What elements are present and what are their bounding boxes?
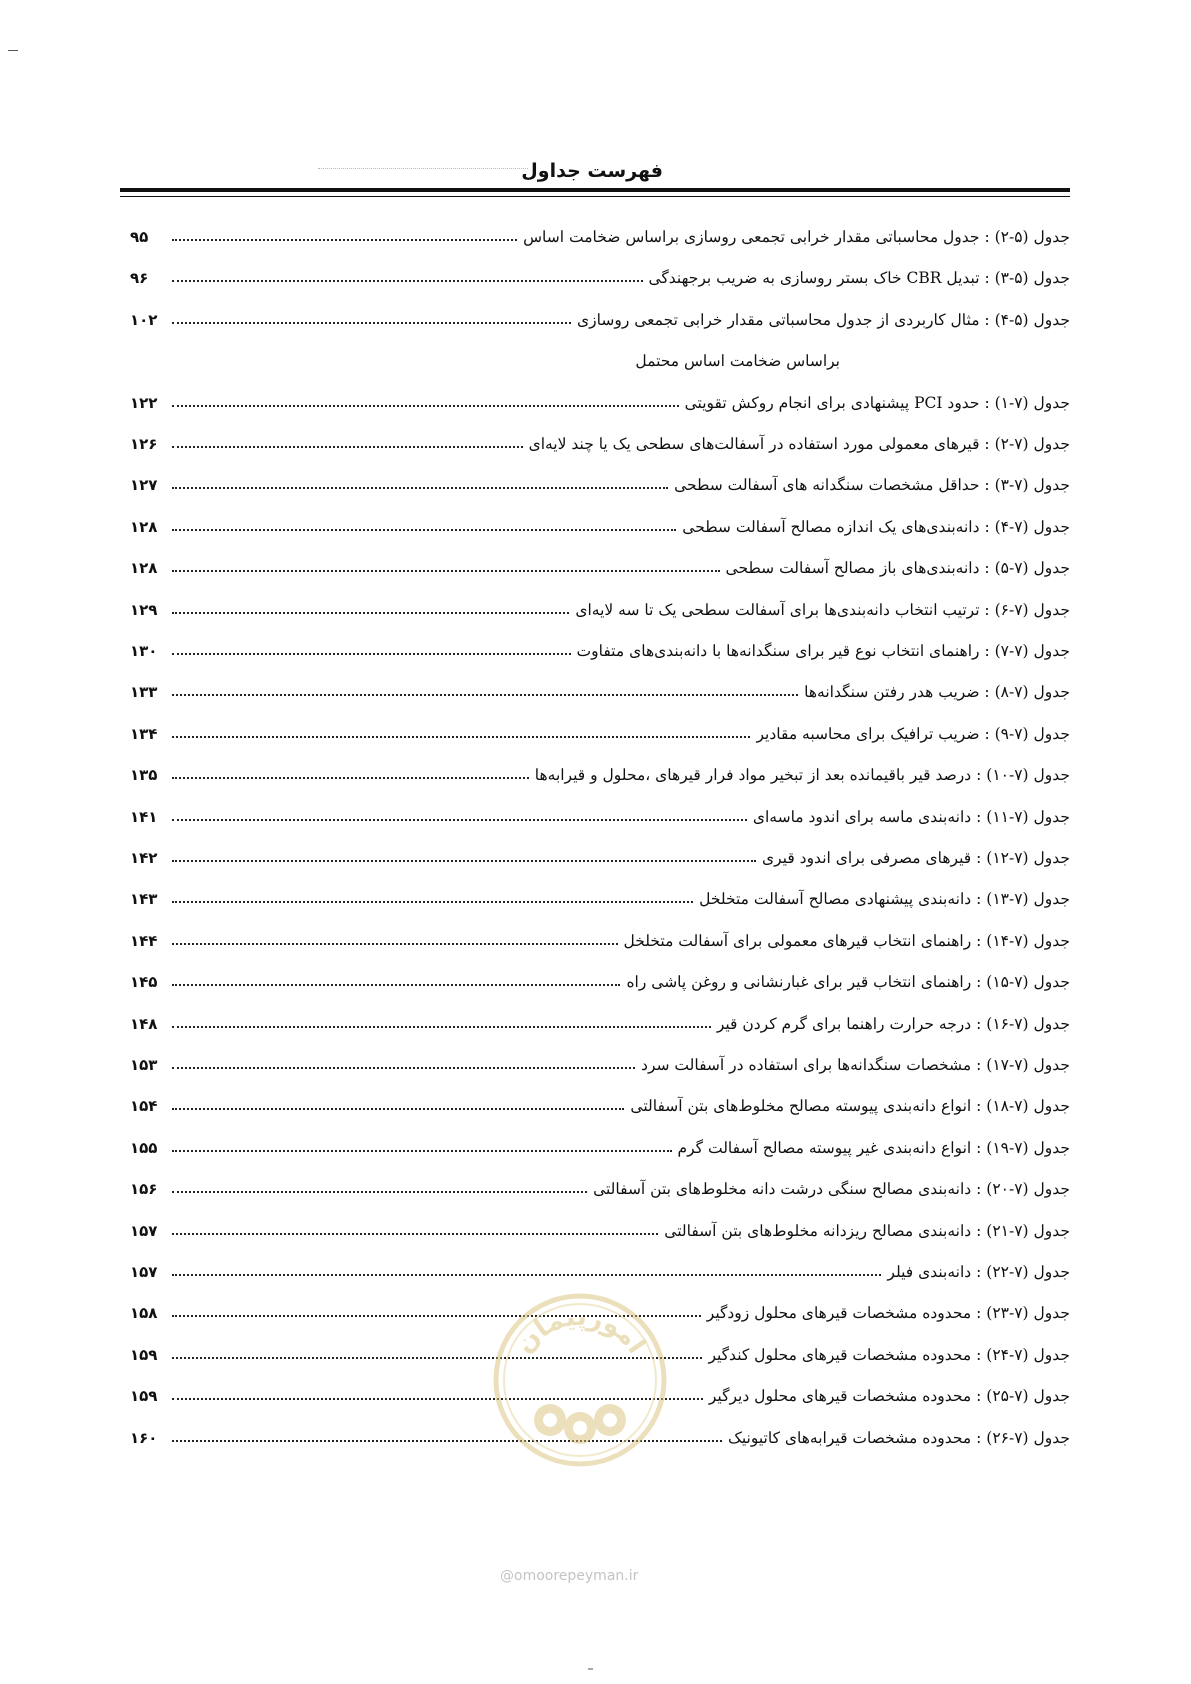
entry-label: جدول (۷-۲) : قیرهای معمولی مورد استفاده در آسفالت‌های سطحی یک یا چند لایه‌ای xyxy=(528,435,1070,453)
entry-label: جدول (۷-۱۹) : انواع دانه‌بندی غیر پیوسته مصالح آسفالت گرم xyxy=(677,1138,1070,1157)
entry-page-number: ۱۶۰ xyxy=(130,1428,158,1447)
entry-page-number: ۱۲۸ xyxy=(130,517,158,536)
entry-label: جدول (۷-۱۷) : مشخصات سنگدانه‌ها برای استفاده در آسفالت سرد xyxy=(641,1056,1070,1074)
entry-page-number: ۱۵۹ xyxy=(130,1387,158,1406)
toc-entry xyxy=(130,756,1070,784)
entry-label: جدول (۷-۲۰) : دانه‌بندی مصالح سنگی درشت دانه مخلوط‌های بتن آسفالتی xyxy=(593,1180,1070,1199)
entry-label: جدول (۷-۱۵) : راهنمای انتخاب قیر برای غبارنشانی و روغن پاشی راه xyxy=(626,973,1070,992)
entry-label: جدول (۷-۶) : ترتیب انتخاب دانه‌بندی‌ها برای آسفالت سطحی یک تا سه لایه‌ای xyxy=(575,600,1070,619)
entry-page-number: ۱۳۳ xyxy=(130,683,158,702)
dot-leader xyxy=(172,238,517,241)
toc-entry xyxy=(130,425,1070,453)
toc-entry xyxy=(130,715,1070,743)
entry-label: جدول (۷-۱۴) : راهنمای انتخاب قیرهای معمولی برای آسفالت متخلخل xyxy=(623,931,1070,950)
toc-entry xyxy=(130,301,1070,329)
toc-entry xyxy=(130,1129,1070,1157)
toc-entry xyxy=(130,384,1070,412)
toc-entry xyxy=(130,1212,1070,1240)
toc-entry-continuation xyxy=(130,342,1070,370)
entry-label: جدول (۷-۱۰) : درصد قیر باقیمانده بعد از تبخیر مواد فرار قیرهای ،محلول و قیرابه‌ها xyxy=(534,766,1070,785)
entry-page-number: ۱۰۲ xyxy=(130,310,158,329)
entry-page-number: ۱۵۷ xyxy=(130,1221,158,1240)
toc-entry xyxy=(130,591,1070,619)
dot-leader xyxy=(172,404,679,407)
entry-label: جدول (۵-۲) : جدول محاسباتی مقدار خرابی تجمعی روسازی براساس ضخامت اساس xyxy=(523,228,1070,246)
entry-label: جدول (۵-۳) : تبدیل CBR خاک بستر روسازی به ضریب برجهندگی xyxy=(648,269,1070,288)
toc-entry xyxy=(130,1253,1070,1281)
toc-entry xyxy=(130,259,1070,287)
header-rule-thick xyxy=(120,188,1070,192)
entry-page-number: ۱۲۸ xyxy=(130,559,158,578)
toc-entry xyxy=(130,963,1070,991)
dot-leader xyxy=(172,486,668,489)
entry-label: جدول (۷-۱۳) : دانه‌بندی پیشنهادی مصالح آسفالت متخلخل xyxy=(699,890,1070,909)
entry-label: جدول (۷-۵) : دانه‌بندی‌های باز مصالح آسفالت سطحی xyxy=(725,559,1070,578)
entry-label: جدول (۷-۲۳) : محدوده مشخصات قیرهای محلول زودگیر xyxy=(706,1304,1070,1323)
dot-leader xyxy=(172,859,756,862)
entry-page-number: ۱۴۴ xyxy=(130,931,158,950)
dot-leader xyxy=(172,279,643,282)
dot-leader xyxy=(172,1232,658,1235)
entry-label: جدول (۷-۲۴) : محدوده مشخصات قیرهای محلول کندگیر xyxy=(708,1345,1070,1364)
entry-page-number: ۱۵۹ xyxy=(130,1345,158,1364)
toc-entry xyxy=(130,632,1070,660)
toc-entry xyxy=(130,549,1070,577)
entry-label: جدول (۷-۱) : حدود PCI پیشنهادی برای انجام روکش تقویتی xyxy=(684,393,1070,412)
entry-page-number: ۱۵۵ xyxy=(130,1138,158,1157)
toc-entry xyxy=(130,466,1070,494)
entry-page-number: ۱۲۷ xyxy=(130,476,158,495)
publisher-stamp xyxy=(490,1290,670,1470)
toc-entry xyxy=(130,673,1070,701)
toc-entry xyxy=(130,798,1070,826)
entry-page-number: ۱۵۷ xyxy=(130,1263,158,1281)
toc-entry xyxy=(130,1046,1070,1074)
entry-label: جدول (۷-۱۶) : درجه حرارت راهنما برای گرم کردن قیر xyxy=(716,1014,1070,1033)
entry-page-number: ۱۵۳ xyxy=(130,1056,158,1074)
toc-entry xyxy=(130,508,1070,536)
dot-leader xyxy=(172,1025,711,1028)
toc-entry xyxy=(130,1005,1070,1033)
toc-entry xyxy=(130,922,1070,950)
margin-mark xyxy=(8,50,18,51)
entry-label: جدول (۷-۸) : ضریب هدر رفتن سنگدانه‌ها xyxy=(804,683,1070,702)
dot-leader xyxy=(172,445,523,448)
dot-leader xyxy=(172,364,629,365)
entry-page-number: ۱۴۲ xyxy=(130,849,158,867)
dot-leader xyxy=(172,1066,635,1069)
entry-label: جدول (۷-۲۶) : محدوده مشخصات قیرابه‌های کاتیونیک xyxy=(728,1428,1070,1447)
toc-entry xyxy=(130,218,1070,246)
entry-page-number: ۱۴۳ xyxy=(130,890,158,909)
dot-leader xyxy=(172,652,571,655)
entry-label: جدول (۷-۲۱) : دانه‌بندی مصالح ریزدانه مخلوط‌های بتن آسفالتی xyxy=(664,1221,1070,1240)
dot-leader xyxy=(172,1190,587,1193)
dot-leader xyxy=(172,942,618,945)
svg-text:امورپیمان: امورپیمان xyxy=(509,1301,652,1360)
entry-page-number: ۱۲۶ xyxy=(130,435,158,453)
entry-label: جدول (۷-۲۵) : محدوده مشخصات قیرهای محلول دیرگیر xyxy=(708,1387,1070,1406)
page-mark xyxy=(588,1668,593,1670)
watermark-handle: @omoorepeyman.ir xyxy=(500,1568,639,1584)
dot-leader xyxy=(172,776,529,779)
dot-leader xyxy=(172,321,571,324)
entry-label: جدول (۵-۴) : مثال کاربردی از جدول محاسباتی مقدار خرابی تجمعی روسازی xyxy=(577,310,1070,329)
entry-page-number: ۱۴۱ xyxy=(130,807,158,826)
entry-page-number: ۱۳۴ xyxy=(130,724,158,743)
dot-leader xyxy=(172,983,620,986)
entry-label: جدول (۷-۲۲) : دانه‌بندی فیلر xyxy=(887,1263,1070,1281)
entry-page-number: ۱۳۵ xyxy=(130,766,158,785)
entry-label: جدول (۷-۷) : راهنمای انتخاب نوع قیر برای سنگدانه‌ها با دانه‌بندی‌های متفاوت xyxy=(576,642,1070,660)
entry-page-number: ۱۴۸ xyxy=(130,1014,158,1033)
toc-entry xyxy=(130,1170,1070,1198)
dot-leader xyxy=(172,1149,672,1152)
dot-leader xyxy=(172,693,798,696)
page-title: فهرست جداول xyxy=(521,160,663,182)
toc-entry xyxy=(130,839,1070,867)
dot-leader xyxy=(172,735,750,738)
toc-entry xyxy=(130,1087,1070,1115)
entry-page-number: ۹۵ xyxy=(130,228,149,246)
entry-page-number: ۹۶ xyxy=(130,269,149,288)
entry-label: جدول (۷-۴) : دانه‌بندی‌های یک اندازه مصالح آسفالت سطحی xyxy=(682,517,1070,536)
dot-leader xyxy=(172,569,720,572)
entry-label: جدول (۷-۱۲) : قیرهای مصرفی برای اندود قیری xyxy=(761,849,1070,867)
dot-leader xyxy=(172,611,569,614)
header-faint-marks xyxy=(318,168,528,173)
entry-label: جدول (۷-۹) : ضریب ترافیک برای محاسبه مقادیر xyxy=(756,724,1070,743)
dot-leader xyxy=(172,900,693,903)
entry-label: جدول (۷-۱۸) : انواع دانه‌بندی پیوسته مصالح مخلوط‌های بتن آسفالتی xyxy=(630,1097,1070,1116)
dot-leader xyxy=(172,528,676,531)
entry-page-number: ۱۵۸ xyxy=(130,1304,158,1323)
dot-leader xyxy=(172,818,747,821)
header-rule-thin xyxy=(120,196,1070,197)
entry-page-number: ۱۵۴ xyxy=(130,1097,158,1116)
dot-leader xyxy=(172,1273,881,1276)
entry-page-number: ۱۵۶ xyxy=(130,1180,158,1199)
entry-page-number: ۱۲۲ xyxy=(130,393,158,412)
entry-label: جدول (۷-۳) : حداقل مشخصات سنگدانه های آسفالت سطحی xyxy=(674,476,1070,495)
entry-label: براساس ضخامت اساس محتمل xyxy=(635,352,840,371)
toc-entry xyxy=(130,880,1070,908)
entry-page-number: ۱۴۵ xyxy=(130,973,158,992)
entry-page-number: ۱۲۹ xyxy=(130,600,158,619)
dot-leader xyxy=(172,1107,624,1110)
entry-label: جدول (۷-۱۱) : دانه‌بندی ماسه برای اندود ماسه‌ای xyxy=(752,807,1070,826)
entry-page-number: ۱۳۰ xyxy=(130,642,158,660)
